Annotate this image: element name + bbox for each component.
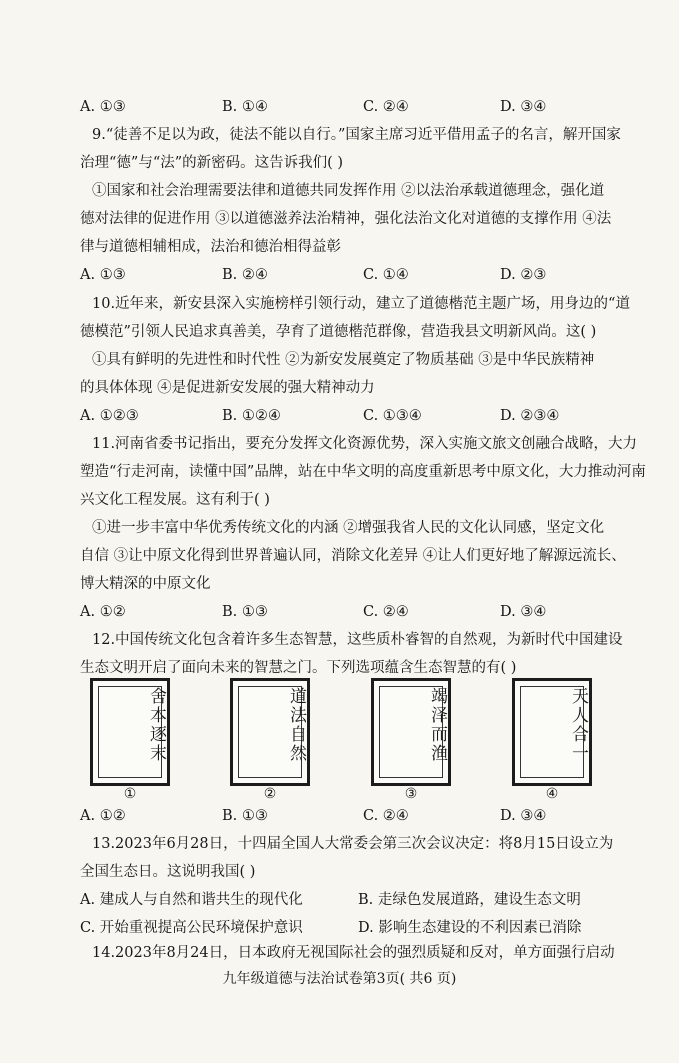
q12-option-c: C. ②④: [363, 808, 409, 824]
idiom-card-2: [230, 678, 310, 786]
q12-stem-line: 生态文明开启了面向未来的智慧之门。下列选项蕴含生态智慧的有( ): [80, 660, 517, 676]
q9-statement-line: 德对法律的促进作用 ③以道德滋养法治精神，强化法治文化对道德的支撑作用 ④法: [80, 211, 612, 227]
idiom-card-1: [90, 678, 170, 786]
q11-stem-line: 11.河南省委书记指出，要充分发挥文化资源优势，深入实施文旅文创融合战略，大力: [92, 436, 638, 452]
q13-option-c: C. 开始重视提高公民环境保护意识: [80, 920, 303, 936]
q11-statement-line: 自信 ③让中原文化得到世界普遍认同，消除文化差异 ④让人们更好地了解源远流长、: [80, 548, 626, 564]
q10-statement-line: 的具体体现 ④是促进新安发展的强大精神动力: [80, 380, 375, 396]
q9-option-b: B. ②④: [222, 267, 268, 283]
q11-option-c: C. ②④: [363, 604, 409, 620]
q9-option-c: C. ①④: [363, 267, 409, 283]
q12-option-a: A. ①②: [80, 808, 126, 824]
q9-stem-line: 治理“德”与“法”的新密码。这告诉我们( ): [80, 155, 344, 171]
card-label: ③: [404, 786, 418, 802]
q8-option-d: D. ③④: [500, 99, 547, 115]
q9-statement-line: 律与道德相辅相成，法治和德治相得益彰: [80, 239, 341, 255]
q9-option-a: A. ①③: [80, 267, 126, 283]
q11-statement-line: 博大精深的中原文化: [80, 576, 211, 592]
q11-stem-line: 兴文化工程发展。这有利于( ): [80, 492, 270, 508]
q11-option-d: D. ③④: [500, 604, 547, 620]
idiom-card-text: 天人合一: [568, 687, 588, 763]
card-label: ②: [263, 786, 277, 802]
q14-stem-line: 14.2023年8月24日，日本政府无视国际社会的强烈质疑和反对，单方面强行启动: [92, 945, 615, 961]
q11-option-b: B. ①③: [222, 604, 268, 620]
idiom-card-3: [371, 678, 451, 786]
page-footer: 九年级道德与法治试卷第3页( 共6 页): [222, 971, 457, 987]
q8-option-c: C. ②④: [363, 99, 409, 115]
q10-stem-line: 德模范”引领人民追求真善美，孕育了道德楷范群像，营造我县文明新风尚。这( ): [80, 324, 597, 340]
idiom-card-text: 舍本逐末: [146, 687, 166, 763]
q9-option-d: D. ②③: [500, 267, 547, 283]
q13-option-d: D. 影响生态建设的不利因素已消除: [358, 920, 582, 936]
idiom-card-text: 道法自然: [286, 687, 306, 763]
q12-stem-line: 12.中国传统文化包含着许多生态智慧，这些质朴睿智的自然观，为新时代中国建设: [92, 632, 623, 648]
q12-option-d: D. ③④: [500, 808, 547, 824]
q13-stem-line: 全国生态日。这说明我国( ): [80, 864, 256, 880]
q9-statement-line: ①国家和社会治理需要法律和道德共同发挥作用 ②以法治承载道德理念，强化道: [92, 183, 605, 199]
q8-option-b: B. ①④: [222, 99, 268, 115]
q11-statement-line: ①进一步丰富中华优秀传统文化的内涵 ②增强我省人民的文化认同感，坚定文化: [92, 520, 605, 536]
card-label: ①: [123, 786, 137, 802]
card-label: ④: [545, 786, 559, 802]
q10-option-a: A. ①②③: [80, 408, 139, 424]
q10-statement-line: ①具有鲜明的先进性和时代性 ②为新安发展奠定了物质基础 ③是中华民族精神: [92, 352, 595, 368]
q13-stem-line: 13.2023年6月28日，十四届全国人大常委会第三次会议决定：将8月15日设立为: [92, 836, 614, 852]
q10-option-c: C. ①③④: [363, 408, 422, 424]
idiom-card-text: 竭泽而渔: [427, 687, 447, 763]
q10-option-d: D. ②③④: [500, 408, 560, 424]
q9-stem-line: 9.“徒善不足以为政，徒法不能以自行。”国家主席习近平借用孟子的名言，解开国家: [92, 127, 621, 143]
q10-stem-line: 10.近年来，新安县深入实施榜样引领行动，建立了道德楷范主题广场，用身边的“道: [92, 296, 630, 312]
q13-option-b: B. 走绿色发展道路，建设生态文明: [358, 892, 581, 908]
q12-option-b: B. ①③: [222, 808, 268, 824]
q13-option-a: A. 建成人与自然和谐共生的现代化: [80, 892, 303, 908]
q10-option-b: B. ①②④: [222, 408, 281, 424]
q8-option-a: A. ①③: [80, 99, 126, 115]
q11-stem-line: 塑造“行走河南，读懂中国”品牌，站在中华文明的高度重新思考中原文化，大力推动河南: [80, 464, 646, 480]
idiom-card-4: [512, 678, 592, 786]
q11-option-a: A. ①②: [80, 604, 126, 620]
